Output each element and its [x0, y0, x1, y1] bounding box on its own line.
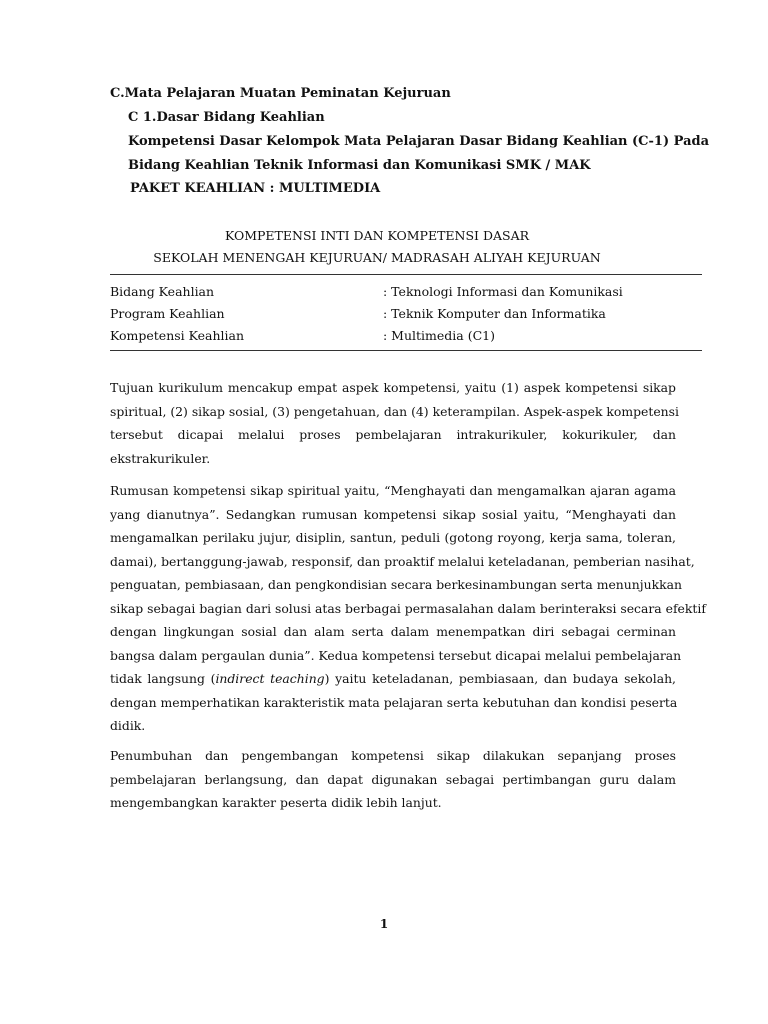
paragraph-line: pembelajaran berlangsung, dan dapat digunakan sebagai pertimbangan guru dalam [110, 771, 676, 787]
paragraph-line: sikap sebagai bagian dari solusi atas berbagai permasalahan dalam berinteraksi secara efektif [110, 600, 706, 616]
kd-heading-line2: Bidang Keahlian Teknik Informasi dan Komunikasi SMK / MAK [128, 158, 591, 173]
info-value: : Teknologi Informasi dan Komunikasi [383, 284, 623, 299]
info-value: : Multimedia (C1) [383, 328, 495, 343]
info-label: Bidang Keahlian [110, 284, 215, 299]
paragraph-line: Rumusan kompetensi sikap spiritual yaitu, “Menghayati dan mengamalkan ajaran agama [110, 483, 676, 498]
info-row-kompetensi [110, 328, 702, 344]
document-title-line2: SEKOLAH MENENGAH KEJURUAN/ MADRASAH ALIYAH KEJURUAN [153, 250, 601, 265]
paragraph-line: dengan memperhatikan karakteristik mata pelajaran serta kebutuhan dan kondisi peserta [110, 694, 678, 710]
paragraph-line: damai), bertanggung-jawab, responsif, dan proaktif melalui keteladanan, pemberian nasihat, [110, 553, 695, 569]
paragraph-line-indirect [110, 667, 676, 691]
info-label: Kompetensi Keahlian [110, 328, 245, 343]
paragraph-line: mengembangkan karakter peserta didik lebih lanjut. [110, 795, 442, 810]
paragraph-rumusan [110, 479, 706, 738]
table-top-rule [110, 274, 702, 275]
info-row-bidang [110, 284, 702, 300]
paragraph-line: dengan lingkungan sosial dan alam serta dalam menempatkan diri sebagai cerminan [110, 624, 676, 639]
paragraph-line: bangsa dalam pergaulan dunia”. Kedua kompetensi tersebut dicapai melalui pembelajaran [110, 647, 682, 663]
paragraph-line: penguatan, pembiasaan, dan pengkondisian secara berkesinambungan serta menunjukkan [110, 577, 682, 592]
page-number: 1 [379, 917, 389, 931]
paragraph-line: Tujuan kurikulum mencakup empat aspek kompetensi, yaitu (1) aspek kompetensi sikap [110, 380, 676, 395]
paragraph-line: yang dianutnya”. Sedangkan rumusan kompetensi sikap sosial yaitu, “Menghayati dan [110, 506, 676, 522]
subsection-heading: C 1.Dasar Bidang Keahlian [128, 110, 325, 125]
paragraph-tujuan [110, 376, 679, 470]
paragraph-penumbuhan [110, 744, 676, 815]
paragraph-line: tersebut dicapai melalui proses pembelajaran intrakurikuler, kokurikuler, dan [110, 427, 676, 442]
info-row-program [110, 306, 702, 322]
kd-heading-line1: Kompetensi Dasar Kelompok Mata Pelajaran Dasar Bidang Keahlian (C-1) Pada [128, 134, 710, 149]
text-fragment: tidak langsung ( [110, 671, 216, 686]
text-fragment: ) yaitu keteladanan, pembiasaan, dan budaya sekolah, [324, 671, 676, 686]
table-bottom-rule [110, 350, 702, 351]
italic-term: indirect teaching [215, 671, 325, 686]
info-value: : Teknik Komputer dan Informatika [383, 306, 606, 321]
info-label: Program Keahlian [110, 306, 225, 321]
paragraph-line: mengamalkan perilaku jujur, disiplin, santun, peduli (gotong royong, kerja sama, toleran, [110, 530, 676, 545]
paragraph-line: Penumbuhan dan pengembangan kompetensi sikap dilakukan sepanjang proses [110, 748, 676, 763]
paragraph-line: spiritual, (2) sikap sosial, (3) pengetahuan, dan (4) keterampilan. Aspek-aspek kompetensi [110, 403, 679, 419]
document-title-line1: KOMPETENSI INTI DAN KOMPETENSI DASAR [224, 228, 530, 243]
paket-heading: PAKET KEAHLIAN : MULTIMEDIA [130, 181, 381, 196]
paragraph-line: ekstrakurikuler. [110, 450, 211, 466]
paragraph-line: didik. [110, 718, 146, 733]
section-heading: C.Mata Pelajaran Muatan Peminatan Kejuruan [110, 86, 451, 101]
